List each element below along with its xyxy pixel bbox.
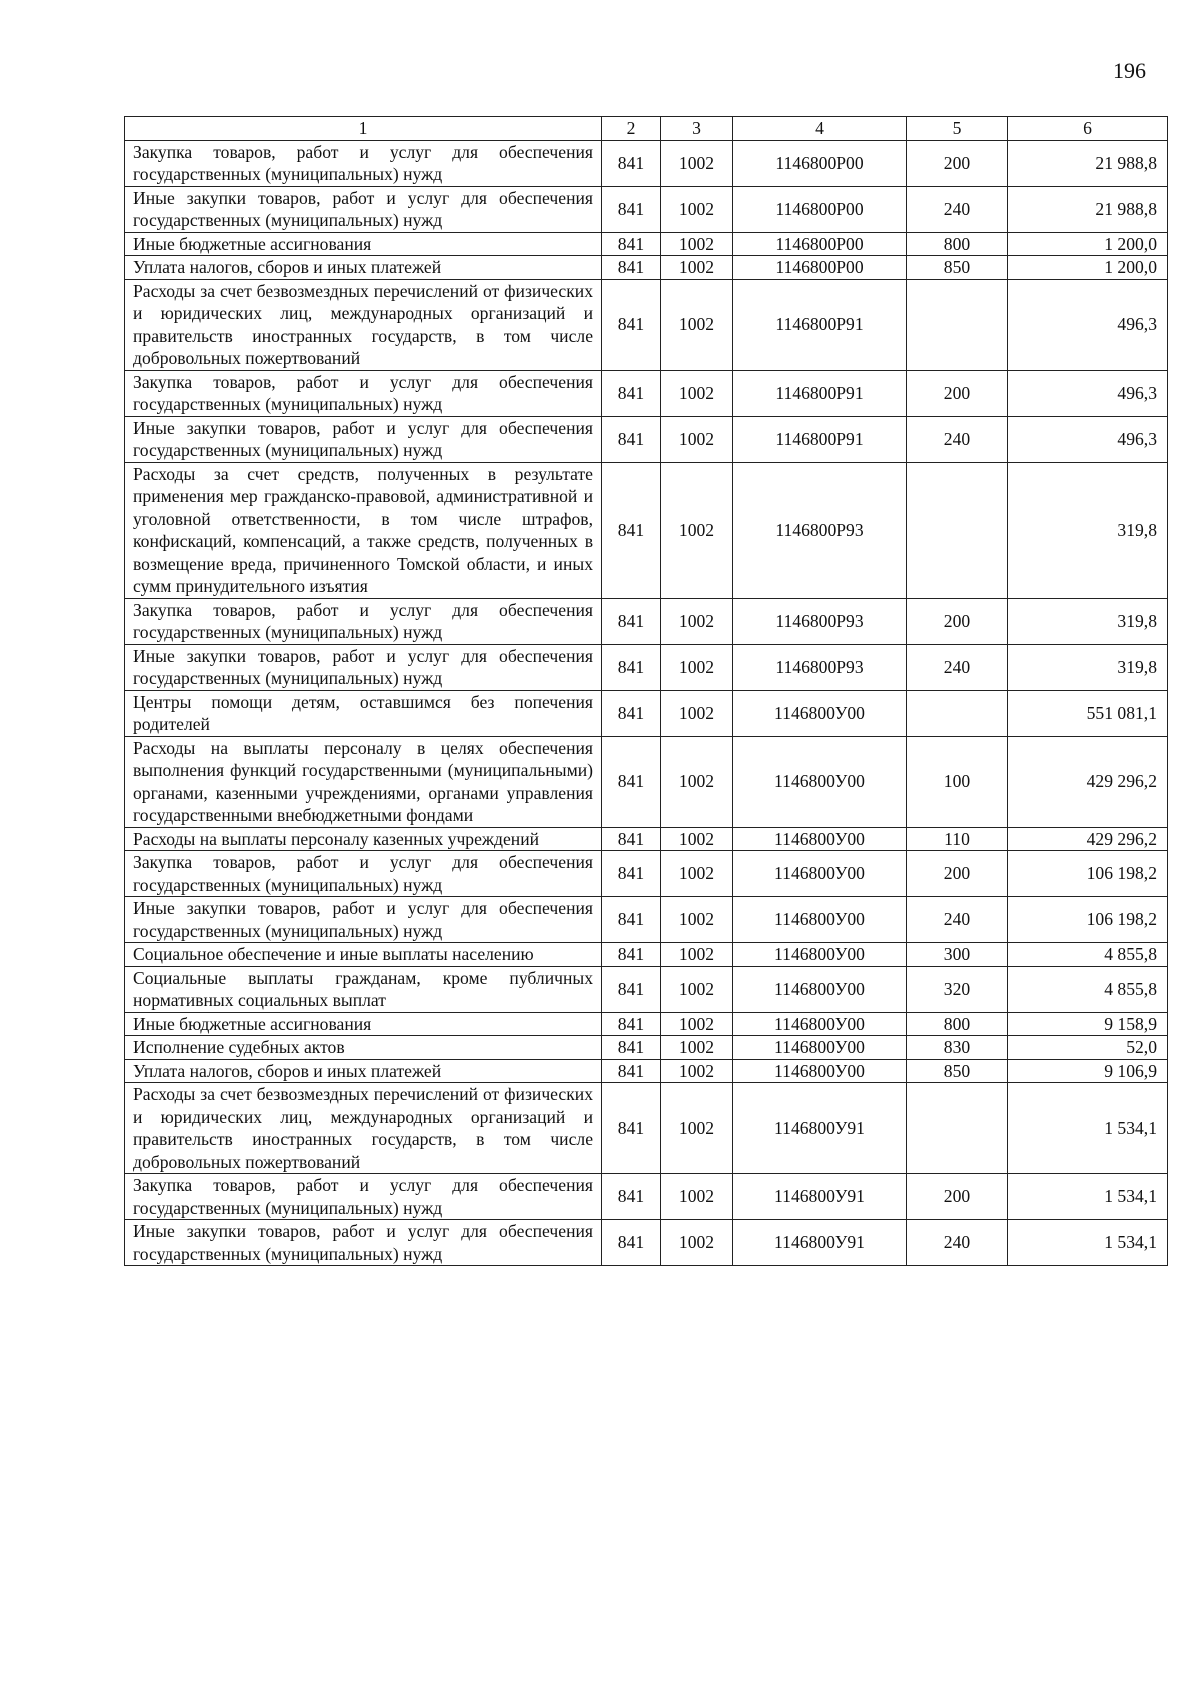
ministry-code-cell: 841 bbox=[602, 598, 661, 644]
section-code-cell: 1002 bbox=[661, 966, 733, 1012]
ministry-code-cell: 841 bbox=[602, 232, 661, 256]
column-header: 4 bbox=[733, 117, 907, 141]
expense-type-cell: 240 bbox=[907, 1220, 1008, 1266]
expense-type-cell: 110 bbox=[907, 827, 1008, 851]
section-code-cell: 1002 bbox=[661, 186, 733, 232]
amount-cell: 21 988,8 bbox=[1008, 186, 1168, 232]
target-article-cell: 1146800Р91 bbox=[733, 279, 907, 370]
table-row bbox=[125, 1083, 1168, 1174]
expense-name-cell: Центры помощи детям, оставшимся без попечения родителей bbox=[125, 690, 602, 736]
section-code-cell: 1002 bbox=[661, 462, 733, 598]
column-header: 2 bbox=[602, 117, 661, 141]
section-code-cell: 1002 bbox=[661, 1012, 733, 1036]
amount-cell: 496,3 bbox=[1008, 370, 1168, 416]
table-row bbox=[125, 1220, 1168, 1266]
target-article-cell: 1146800Р91 bbox=[733, 416, 907, 462]
ministry-code-cell: 841 bbox=[602, 943, 661, 967]
target-article-cell: 1146800Р00 bbox=[733, 232, 907, 256]
expense-name-cell: Иные закупки товаров, работ и услуг для обеспечения государственных (муниципальных) нужд bbox=[125, 1220, 602, 1266]
expense-name-cell: Закупка товаров, работ и услуг для обеспечения государственных (муниципальных) нужд bbox=[125, 370, 602, 416]
ministry-code-cell: 841 bbox=[602, 966, 661, 1012]
expense-name-cell: Закупка товаров, работ и услуг для обеспечения государственных (муниципальных) нужд bbox=[125, 1174, 602, 1220]
expense-name-cell: Иные закупки товаров, работ и услуг для обеспечения государственных (муниципальных) нужд bbox=[125, 186, 602, 232]
ministry-code-cell: 841 bbox=[602, 186, 661, 232]
target-article-cell: 1146800У00 bbox=[733, 690, 907, 736]
table-row bbox=[125, 736, 1168, 827]
section-code-cell: 1002 bbox=[661, 1036, 733, 1060]
column-header: 3 bbox=[661, 117, 733, 141]
target-article-cell: 1146800У00 bbox=[733, 736, 907, 827]
section-code-cell: 1002 bbox=[661, 897, 733, 943]
table-row bbox=[125, 462, 1168, 598]
target-article-cell: 1146800Р93 bbox=[733, 644, 907, 690]
amount-cell: 52,0 bbox=[1008, 1036, 1168, 1060]
expense-type-cell: 200 bbox=[907, 140, 1008, 186]
expense-type-cell: 240 bbox=[907, 897, 1008, 943]
table-row bbox=[125, 897, 1168, 943]
ministry-code-cell: 841 bbox=[602, 370, 661, 416]
amount-cell: 319,8 bbox=[1008, 598, 1168, 644]
expense-name-cell: Уплата налогов, сборов и иных платежей bbox=[125, 256, 602, 280]
ministry-code-cell: 841 bbox=[602, 1012, 661, 1036]
section-code-cell: 1002 bbox=[661, 598, 733, 644]
ministry-code-cell: 841 bbox=[602, 1174, 661, 1220]
section-code-cell: 1002 bbox=[661, 943, 733, 967]
expense-type-cell: 320 bbox=[907, 966, 1008, 1012]
expense-name-cell: Закупка товаров, работ и услуг для обеспечения государственных (муниципальных) нужд bbox=[125, 598, 602, 644]
ministry-code-cell: 841 bbox=[602, 1083, 661, 1174]
section-code-cell: 1002 bbox=[661, 279, 733, 370]
ministry-code-cell: 841 bbox=[602, 827, 661, 851]
column-header: 6 bbox=[1008, 117, 1168, 141]
table-header-row bbox=[125, 117, 1168, 141]
table-row bbox=[125, 1174, 1168, 1220]
expense-type-cell: 300 bbox=[907, 943, 1008, 967]
table-row bbox=[125, 1036, 1168, 1060]
expense-name-cell: Социальные выплаты гражданам, кроме публичных нормативных социальных выплат bbox=[125, 966, 602, 1012]
page-number: 196 bbox=[1113, 58, 1146, 83]
ministry-code-cell: 841 bbox=[602, 140, 661, 186]
table-row bbox=[125, 644, 1168, 690]
amount-cell: 319,8 bbox=[1008, 644, 1168, 690]
target-article-cell: 1146800Р00 bbox=[733, 186, 907, 232]
target-article-cell: 1146800У00 bbox=[733, 1012, 907, 1036]
amount-cell: 551 081,1 bbox=[1008, 690, 1168, 736]
section-code-cell: 1002 bbox=[661, 370, 733, 416]
table-row bbox=[125, 232, 1168, 256]
amount-cell: 1 200,0 bbox=[1008, 256, 1168, 280]
table-row bbox=[125, 966, 1168, 1012]
table-row bbox=[125, 186, 1168, 232]
budget-table bbox=[124, 116, 1168, 1266]
table-row bbox=[125, 1012, 1168, 1036]
section-code-cell: 1002 bbox=[661, 1174, 733, 1220]
target-article-cell: 1146800Р00 bbox=[733, 140, 907, 186]
amount-cell: 21 988,8 bbox=[1008, 140, 1168, 186]
expense-name-cell: Иные закупки товаров, работ и услуг для обеспечения государственных (муниципальных) нужд bbox=[125, 644, 602, 690]
table-row bbox=[125, 1059, 1168, 1083]
table-row bbox=[125, 140, 1168, 186]
expense-name-cell: Иные закупки товаров, работ и услуг для обеспечения государственных (муниципальных) нужд bbox=[125, 897, 602, 943]
amount-cell: 4 855,8 bbox=[1008, 943, 1168, 967]
expense-type-cell: 850 bbox=[907, 256, 1008, 280]
amount-cell: 1 534,1 bbox=[1008, 1174, 1168, 1220]
target-article-cell: 1146800Р93 bbox=[733, 462, 907, 598]
amount-cell: 429 296,2 bbox=[1008, 827, 1168, 851]
amount-cell: 1 200,0 bbox=[1008, 232, 1168, 256]
amount-cell: 496,3 bbox=[1008, 416, 1168, 462]
ministry-code-cell: 841 bbox=[602, 279, 661, 370]
amount-cell: 106 198,2 bbox=[1008, 897, 1168, 943]
target-article-cell: 1146800Р93 bbox=[733, 598, 907, 644]
expense-name-cell: Иные бюджетные ассигнования bbox=[125, 1012, 602, 1036]
expense-type-cell: 830 bbox=[907, 1036, 1008, 1060]
expense-name-cell: Закупка товаров, работ и услуг для обеспечения государственных (муниципальных) нужд bbox=[125, 851, 602, 897]
amount-cell: 4 855,8 bbox=[1008, 966, 1168, 1012]
target-article-cell: 1146800У91 bbox=[733, 1174, 907, 1220]
column-header: 1 bbox=[125, 117, 602, 141]
target-article-cell: 1146800У91 bbox=[733, 1083, 907, 1174]
expense-name-cell: Иные закупки товаров, работ и услуг для обеспечения государственных (муниципальных) нужд bbox=[125, 416, 602, 462]
section-code-cell: 1002 bbox=[661, 1220, 733, 1266]
table-row bbox=[125, 598, 1168, 644]
section-code-cell: 1002 bbox=[661, 736, 733, 827]
expense-type-cell: 240 bbox=[907, 644, 1008, 690]
table-row bbox=[125, 370, 1168, 416]
ministry-code-cell: 841 bbox=[602, 1036, 661, 1060]
ministry-code-cell: 841 bbox=[602, 416, 661, 462]
table-row bbox=[125, 943, 1168, 967]
amount-cell: 496,3 bbox=[1008, 279, 1168, 370]
expense-type-cell: 200 bbox=[907, 598, 1008, 644]
expense-name-cell: Расходы за счет средств, полученных в результате применения мер гражданско-правовой, административной и уголовной ответственности, в том числе штрафов, конфискаций, компенсаций, а также средств, полученных в возмещение вреда, причиненного Томской области, и иных сумм принудительного изъятия bbox=[125, 462, 602, 598]
section-code-cell: 1002 bbox=[661, 140, 733, 186]
table-row bbox=[125, 827, 1168, 851]
expense-type-cell: 100 bbox=[907, 736, 1008, 827]
expense-type-cell: 200 bbox=[907, 851, 1008, 897]
table-row bbox=[125, 690, 1168, 736]
target-article-cell: 1146800Р00 bbox=[733, 256, 907, 280]
table-row bbox=[125, 256, 1168, 280]
ministry-code-cell: 841 bbox=[602, 690, 661, 736]
expense-type-cell: 800 bbox=[907, 1012, 1008, 1036]
ministry-code-cell: 841 bbox=[602, 462, 661, 598]
expense-name-cell: Расходы за счет безвозмездных перечислений от физических и юридических лиц, международных организаций и правительств иностранных государств, в том числе добровольных пожертвований bbox=[125, 1083, 602, 1174]
target-article-cell: 1146800У00 bbox=[733, 827, 907, 851]
expense-name-cell: Расходы на выплаты персоналу казенных учреждений bbox=[125, 827, 602, 851]
amount-cell: 1 534,1 bbox=[1008, 1220, 1168, 1266]
section-code-cell: 1002 bbox=[661, 232, 733, 256]
target-article-cell: 1146800У00 bbox=[733, 897, 907, 943]
target-article-cell: 1146800У00 bbox=[733, 1036, 907, 1060]
amount-cell: 319,8 bbox=[1008, 462, 1168, 598]
expense-name-cell: Закупка товаров, работ и услуг для обеспечения государственных (муниципальных) нужд bbox=[125, 140, 602, 186]
section-code-cell: 1002 bbox=[661, 416, 733, 462]
expense-type-cell bbox=[907, 1083, 1008, 1174]
expense-type-cell: 200 bbox=[907, 370, 1008, 416]
expense-name-cell: Расходы на выплаты персоналу в целях обеспечения выполнения функций государственными (муниципальными) органами, казенными учреждениями, органами управления государственными внебюджетными фондами bbox=[125, 736, 602, 827]
expense-name-cell: Уплата налогов, сборов и иных платежей bbox=[125, 1059, 602, 1083]
amount-cell: 429 296,2 bbox=[1008, 736, 1168, 827]
expense-type-cell: 850 bbox=[907, 1059, 1008, 1083]
amount-cell: 106 198,2 bbox=[1008, 851, 1168, 897]
section-code-cell: 1002 bbox=[661, 1059, 733, 1083]
ministry-code-cell: 841 bbox=[602, 736, 661, 827]
table-row bbox=[125, 279, 1168, 370]
expense-name-cell: Расходы за счет безвозмездных перечислений от физических и юридических лиц, международных организаций и правительств иностранных государств, в том числе добровольных пожертвований bbox=[125, 279, 602, 370]
expense-name-cell: Исполнение судебных актов bbox=[125, 1036, 602, 1060]
column-header: 5 bbox=[907, 117, 1008, 141]
section-code-cell: 1002 bbox=[661, 1083, 733, 1174]
expense-type-cell: 200 bbox=[907, 1174, 1008, 1220]
ministry-code-cell: 841 bbox=[602, 851, 661, 897]
expense-type-cell bbox=[907, 690, 1008, 736]
amount-cell: 9 158,9 bbox=[1008, 1012, 1168, 1036]
ministry-code-cell: 841 bbox=[602, 1220, 661, 1266]
section-code-cell: 1002 bbox=[661, 690, 733, 736]
expense-type-cell bbox=[907, 279, 1008, 370]
target-article-cell: 1146800У00 bbox=[733, 851, 907, 897]
target-article-cell: 1146800У00 bbox=[733, 943, 907, 967]
expense-name-cell: Социальное обеспечение и иные выплаты населению bbox=[125, 943, 602, 967]
expense-type-cell: 240 bbox=[907, 186, 1008, 232]
section-code-cell: 1002 bbox=[661, 256, 733, 280]
target-article-cell: 1146800Р91 bbox=[733, 370, 907, 416]
expense-type-cell: 240 bbox=[907, 416, 1008, 462]
expense-name-cell: Иные бюджетные ассигнования bbox=[125, 232, 602, 256]
ministry-code-cell: 841 bbox=[602, 897, 661, 943]
target-article-cell: 1146800У00 bbox=[733, 1059, 907, 1083]
section-code-cell: 1002 bbox=[661, 827, 733, 851]
table-body bbox=[125, 140, 1168, 1266]
ministry-code-cell: 841 bbox=[602, 644, 661, 690]
ministry-code-cell: 841 bbox=[602, 1059, 661, 1083]
table-row bbox=[125, 851, 1168, 897]
target-article-cell: 1146800У00 bbox=[733, 966, 907, 1012]
target-article-cell: 1146800У91 bbox=[733, 1220, 907, 1266]
amount-cell: 9 106,9 bbox=[1008, 1059, 1168, 1083]
expense-type-cell bbox=[907, 462, 1008, 598]
table-row bbox=[125, 416, 1168, 462]
expense-type-cell: 800 bbox=[907, 232, 1008, 256]
section-code-cell: 1002 bbox=[661, 851, 733, 897]
section-code-cell: 1002 bbox=[661, 644, 733, 690]
ministry-code-cell: 841 bbox=[602, 256, 661, 280]
amount-cell: 1 534,1 bbox=[1008, 1083, 1168, 1174]
